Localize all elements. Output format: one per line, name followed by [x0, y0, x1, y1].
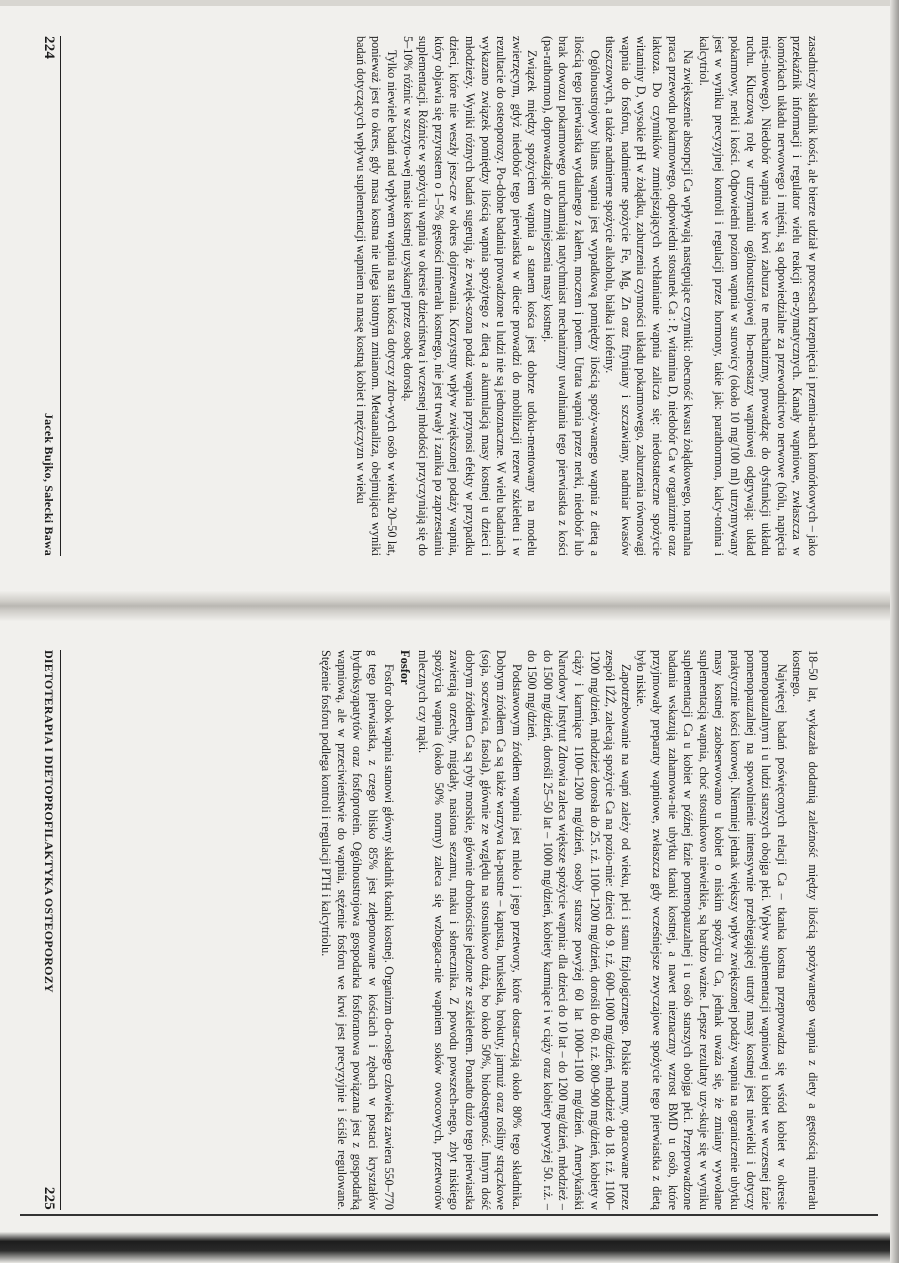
book-gutter	[0, 590, 899, 622]
page-number: 224	[41, 36, 57, 60]
page-224	[40, 36, 820, 556]
section-heading: Fosfor	[397, 650, 412, 685]
paragraph: Związek między spożyciem wapnia a stanem kośca jest dobrze udoku-mentowany na modelu zwierzęcym, gdyż niedobór tego pierwiastka w diecie prowadzi do mobilizacji rezerw szkieletu i w rezultacie do osteoporozy. Po-dobne badania prowadzone u ludzi nie są jednoznaczne. W wielu badaniach wykazano związek pomiędzy ilością wapnia spożytego z dietą a akumulacją masy kostnej u dzieci i młodzieży. Wyniki różnych badań sugerują, że zwięk-szona podaż wapnia przynosi efekty w przypadku dzieci, które nie weszły jesz-cze w okres dojrzewania. Korzystny wpływ zwiększonej podaży wapnia, który objawia się przyrostem o 1–5% gęstości minerału kostnego, nie jest trwały i zanika po zaprzestaniu suplementacji. Różnice w spożyciu wapnia w okresie dzieciństwa i wczesnej młodości przyczyniają się do 5–10% różnic w szczyto-wej masie kostnej uzyskanej przez osobę dorosłą.	[400, 36, 540, 556]
paragraph: Zapotrzebowanie na wapń zależy od wieku, płci i stanu fizjologicznego. Polskie normy, opracowane przez zespół IŻŻ, zalecają spożycie Ca na pozio-mie: dzieci do 9. r.ż. 600–1000 mg/dzień, młodzież do 18. r.ż. 1100–1200 mg/dzień, młodzież dorosła do 25. r.ż. 1100–1200 mg/dzień, dorośli do 60. r.ż. 800–900 mg/dzień, kobiety w ciąży i karmiące 1100–1200 mg/dzień, osoby starsze powyżej 60 lat 1000–1100 mg/dzień. Amerykański Narodowy Instytut Zdrowia zaleca większe spożycie wapnia: dla dzieci do 10 lat – do 1200 mg/dzień, młodzież – do 1500 mg/dzień, dorośli 25–50 lat – 1000 mg/dzień, kobiety karmiące i w ciąży oraz kobiety powyżej 50. r.ż. – do 1500 mg/dzień.	[525, 650, 633, 1210]
page-225-body	[318, 650, 820, 1210]
paragraph: Na zwiększenie absorpcji Ca wpływają następujące czynniki: obecność kwasu żołądkowego, normalna praca przewodu pokarmowego, odpowiedni stosunek Ca : P, witamina D, niedobór Ca w organizmie oraz laktoza. Do czynników zmniejszających wchłanianie wapnia zalicza się: niedostateczne spożycie witaminy D, wysokie pH w żołądku, zaburzenia czynności układu pokarmowego, zaburzenia równowagi wapnia do fosforu, nadmierne spożycie Fe, Mg, Zn oraz fityniany i szczawiany, nadmiar kwasów tłuszczowych, a także nadmierne spożycie alkoholu, białka i kofeiny.	[603, 36, 696, 556]
scan-bottom-edge	[0, 1232, 899, 1263]
running-head: DIETOTERAPIA I DIETOPROFILAKTYKA OSTEOPOROZY	[42, 650, 56, 993]
paragraph: 18–50 lat, wykazała dodatnią zależność między ilością spożywanego wapnia z diety a gęstością minerału kostnego.	[790, 650, 820, 1210]
paragraph: Podstawowym źródłem wapnia jest mleko i jego przetwory, które dostar-czają około 80% tego składnika. Dobrym źródłem Ca są także warzywa ka-pustne – kapusta, brukselka, brokuty, jarmuż oraz rośliny strączkowe (soja, soczewica, fasola), głównie ze względu na stosunkowo dużą, bo około 50%, biodostępność. Innym dość dobrym źródłem Ca są ryby morskie, głównie drobnościste jedzone ze szkieletem. Ponadto dużo tego pierwiastka zawierają orzechy, migdały, nasiona sezamu, maku i słonecznika. Z powodu powszech-nego, zbyt niskiego spożycia wapnia (około 50% normy) zaleca się wzbogaca-nie wapniem soków owocowych, przetworów mlecznych czy mąki.	[416, 650, 524, 1210]
page-225-footer	[40, 650, 61, 1210]
paragraph: Tylko niewiele badań nad wpływem wapnia na stan kośca dotyczy zdro-wych osób w wieku 20–50 lat, ponieważ jest to okres, gdy masa kostna nie ulega istotnym zmianom. Metaanaliza, obejmująca wyniki badań dotyczących wpływu suplementacji wapniem na masę kostną kobiet i mężczyzn w wieku	[353, 36, 399, 556]
scan-top-edge	[0, 0, 899, 6]
paragraph: Ogólnoustrojowy bilans wapnia jest wypadkową pomiędzy ilością spoży-wanego wapnia z dietą a ilością tego pierwiastka wydalanego z kałem, moczem i potem. Utrata wapnia przez nerki, niedobór lub brak dowozu pokarmowego uruchamiają natychmiast mechanizmy uwalniania tego pierwiastka z kości (pa-rathormon), doprowadzając do zmniejszenia masy kostnej.	[540, 36, 602, 556]
page-225	[40, 650, 820, 1210]
scan-right-edge	[890, 0, 899, 1263]
running-head: Jacek Bujko, Sałecki Bawa	[42, 412, 56, 556]
paragraph: Najwięcej badań poświęconych relacji Ca – tkanka kostna przeprowadza się wśród kobiet w okresie pomenopauzalnym i u ludzi starszych obojga płci. Wpływ suplementacji wapniowej u kobiet we wczesnej fazie pomenopauzalnej na spowolnienie intensywnie przebiegającej utraty masy kostnej jest niewielki i dotyczy praktycznie kości korowej. Niemniej jednak większy wpływ zwiększonej podaży wapnia na ograniczenie ubytku masy kostnej zaobserwowano u kobiet o niskim spożyciu Ca, jednak uważa się, że zmiany wywołane suplementacją wapnia, choć stosunkowo niewielkie, są bardzo ważne. Lepsze rezultaty uzy-skuje się w wyniku suplementacji Ca u kobiet w późnej fazie pomenopauzalnej i u osób starszych obojga płci. Przeprowadzone badania wskazują zahamowa-nie ubytku tkanki kostnej, a nawet nieznaczny wzrost BMD u osób, które przyjmowały preparaty wapniowe, zwłaszcza gdy wcześniejsze zwyczajowe spożycie tego pierwiastka z dietą było niskie.	[634, 650, 789, 1210]
paragraph: Fosfor obok wapnia stanowi główny składnik tkanki kostnej. Organizm do-rosłego człowieka zawiera 550–770 g tego pierwiastka, z czego blisko 85% jest zdeponowane w kościach i zębach w postaci kryształów hydroksyapatytów oraz fosfoprotein. Ogólnoustrojowa gospodarka fosforanowa powiązana jest z gospodarką wapniową, ale w przeciwieństwie do wapnia, stężenie fosforu we krwi jest precyzyjnie i ściśle regulowane. Stężenie fosforu podlega kontroli i regulacji PTH i kalcytriolu.	[319, 650, 396, 1210]
paragraph: zasadniczy składnik kości, ale bierze udział w procesach krzepnięcia i przemia-nach komórkowych – jako przekaźnik informacji i regulator wielu reakcji en-zymatycznych. Kanały wapniowe, zwłaszcza w komórkach układu nerwowego i mięśni, są odpowiedzialne za przewodnictwo nerwowe (bólu, napięcia mięś-niowego). Niedobór wapnia we krwi zaburza te mechanizmy, prowadząc do dysfunkcji układu ruchu. Kluczową rolę w utrzymaniu ogólnoustrojowej ho-meostazy wapniowej odgrywają: układ pokarmowy, nerki i kości. Odpowiedni poziom wapnia w surowicy (około 10 mg/100 ml) utrzymywany jest w wyniku precyzyjnej kontroli i regulacji przez hormony, takie jak: parathormon, kalcy-tonina i kalcytriol.	[696, 36, 820, 556]
page-number: 225	[41, 1186, 57, 1210]
binding-rule	[20, 1214, 878, 1216]
page-224-footer	[40, 36, 61, 556]
page-224-body	[352, 36, 820, 556]
